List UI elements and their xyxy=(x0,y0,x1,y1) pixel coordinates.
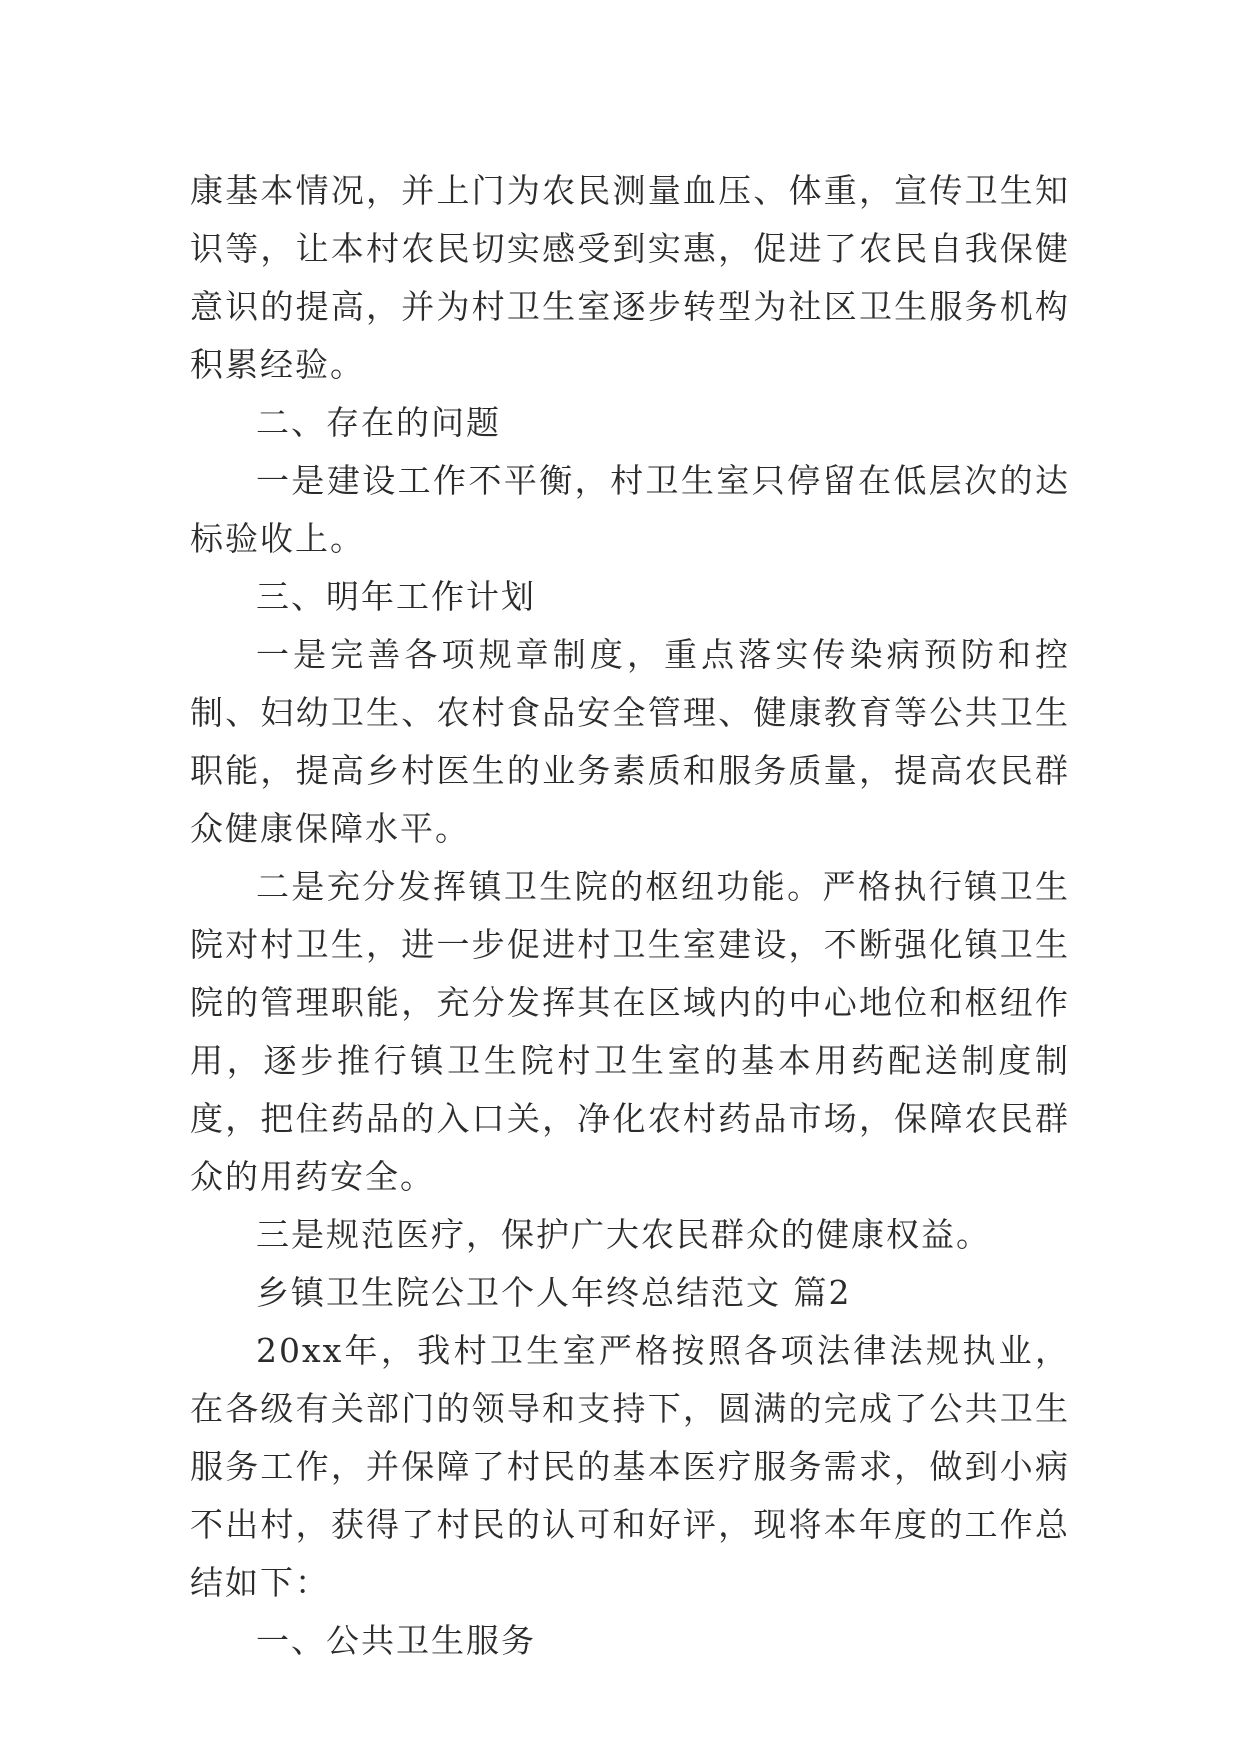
article-title-part-2: 乡镇卫生院公卫个人年终总结范文 篇2 xyxy=(256,1273,852,1312)
paragraph-intro-part-2: 20xx年，我村卫生室严格按照各项法律法规执业，在各级有关部门的领导和支持下，圆满的完成了公共卫生服务工作，并保障了村民的基本医疗服务需求，做到小病不出村，获得了村民的认可和好评，现将本年度的工作总结如下： xyxy=(190,1331,1070,1602)
section-heading-next-year-plan: 三、明年工作计划 xyxy=(256,577,536,616)
section-heading-problems: 二、存在的问题 xyxy=(256,403,501,442)
section-heading-public-health-service: 一、公共卫生服务 xyxy=(256,1621,536,1660)
paragraph-plan-2: 二是充分发挥镇卫生院的枢纽功能。严格执行镇卫生院对村卫生，进一步促进村卫生室建设，不断强化镇卫生院的管理职能，充分发挥其在区域内的中心地位和枢纽作用，逐步推行镇卫生院村卫生室的基本用药配送制度制度，把住药品的入口关，净化农村药品市场，保障农民群众的用药安全。 xyxy=(190,867,1070,1196)
paragraph-plan-3: 三是规范医疗，保护广大农民群众的健康权益。 xyxy=(256,1215,991,1254)
document-body xyxy=(190,162,1070,1670)
paragraph-plan-1: 一是完善各项规章制度，重点落实传染病预防和控制、妇幼卫生、农村食品安全管理、健康教育等公共卫生职能，提高乡村医生的业务素质和服务质量，提高农民群众健康保障水平。 xyxy=(190,635,1070,848)
paragraph-continuation: 康基本情况，并上门为农民测量血压、体重，宣传卫生知识等，让本村农民切实感受到实惠，促进了农民自我保健意识的提高，并为村卫生室逐步转型为社区卫生服务机构积累经验。 xyxy=(190,171,1070,384)
paragraph-problem-1: 一是建设工作不平衡，村卫生室只停留在低层次的达标验收上。 xyxy=(190,461,1070,558)
